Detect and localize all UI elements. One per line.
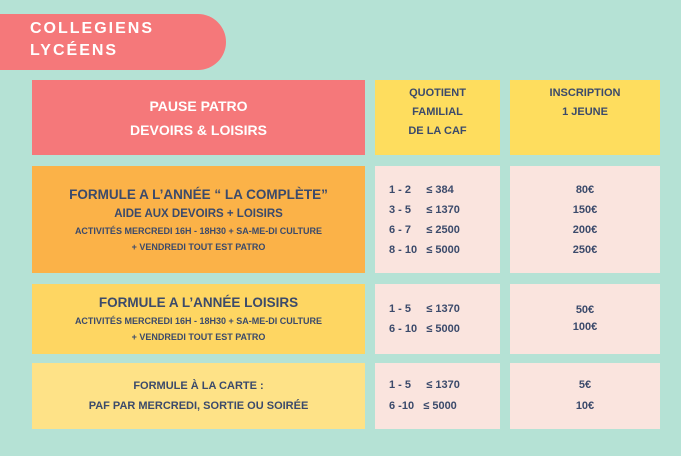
price-item: 5€ — [578, 379, 592, 391]
price-list — [510, 166, 660, 273]
price-list — [510, 284, 660, 354]
header-inscription-line-2: 1 JEUNE — [562, 106, 608, 118]
formula-carte — [32, 363, 365, 429]
quotient-item: 3 - 5 ≤ 1370 — [389, 203, 460, 216]
price-item: 80€ — [575, 183, 595, 196]
price-item: 250€ — [572, 243, 598, 256]
quotient-list — [375, 363, 500, 429]
header-quotient-line-2: FAMILIAL — [412, 106, 463, 118]
audience-line-2: LYCÉENS — [30, 42, 119, 59]
quotient-item: 8 - 10 ≤ 5000 — [389, 243, 460, 256]
price-list — [510, 363, 660, 429]
formula-title: FORMULE A L’ANNÉE “ LA COMPLÈTE” — [69, 186, 328, 202]
header-quotient-line-3: DE LA CAF — [408, 125, 467, 137]
header-program-line-2: DEVOIRS & LOISIRS — [130, 121, 267, 138]
formula-subtitle: AIDE AUX DEVOIRS + LOISIRS — [114, 207, 283, 220]
quotient-list — [375, 166, 500, 273]
header-quotient-line-1: QUOTIENT — [409, 87, 466, 99]
price-item: 100€ — [572, 321, 598, 333]
header-program — [32, 80, 365, 155]
quotient-item: 6 -10 ≤ 5000 — [389, 400, 457, 412]
quotient-item: 1 - 2 ≤ 384 — [389, 183, 454, 196]
formula-complete — [32, 166, 365, 273]
formula-detail: + VENDREDI TOUT EST PATRO — [131, 332, 266, 342]
formula-detail: ACTIVITÉS MERCREDI 16H - 18H30 + SA-ME-DI CULTURE — [74, 225, 323, 236]
price-item: 50€ — [575, 304, 595, 316]
audience-tag — [0, 14, 226, 70]
quotient-item: 1 - 5 ≤ 1370 — [389, 303, 460, 315]
formula-detail: PAF PAR MERCREDI, SORTIE OU SOIRÉE — [88, 400, 309, 412]
price-item: 10€ — [575, 400, 595, 412]
price-item: 150€ — [572, 203, 598, 216]
price-item: 200€ — [572, 223, 598, 236]
formula-title: FORMULE A L’ANNÉE LOISIRS — [98, 295, 299, 310]
formula-detail: ACTIVITÉS MERCREDI 16H - 18H30 + SA-ME-DI CULTURE — [74, 316, 323, 326]
quotient-item: 6 - 7 ≤ 2500 — [389, 223, 460, 236]
header-quotient — [375, 80, 500, 155]
header-inscription — [510, 80, 660, 155]
quotient-item: 1 - 5 ≤ 1370 — [389, 379, 460, 391]
header-program-line-1: PAUSE PATRO — [149, 97, 248, 114]
quotient-item: 6 - 10 ≤ 5000 — [389, 323, 460, 335]
audience-line-1: COLLEGIENS — [30, 20, 155, 37]
header-inscription-line-1: INSCRIPTION — [549, 87, 621, 99]
formula-title: FORMULE À LA CARTE : — [133, 380, 264, 392]
formula-detail: + VENDREDI TOUT EST PATRO — [131, 241, 266, 252]
quotient-list — [375, 284, 500, 354]
formula-loisirs — [32, 284, 365, 354]
